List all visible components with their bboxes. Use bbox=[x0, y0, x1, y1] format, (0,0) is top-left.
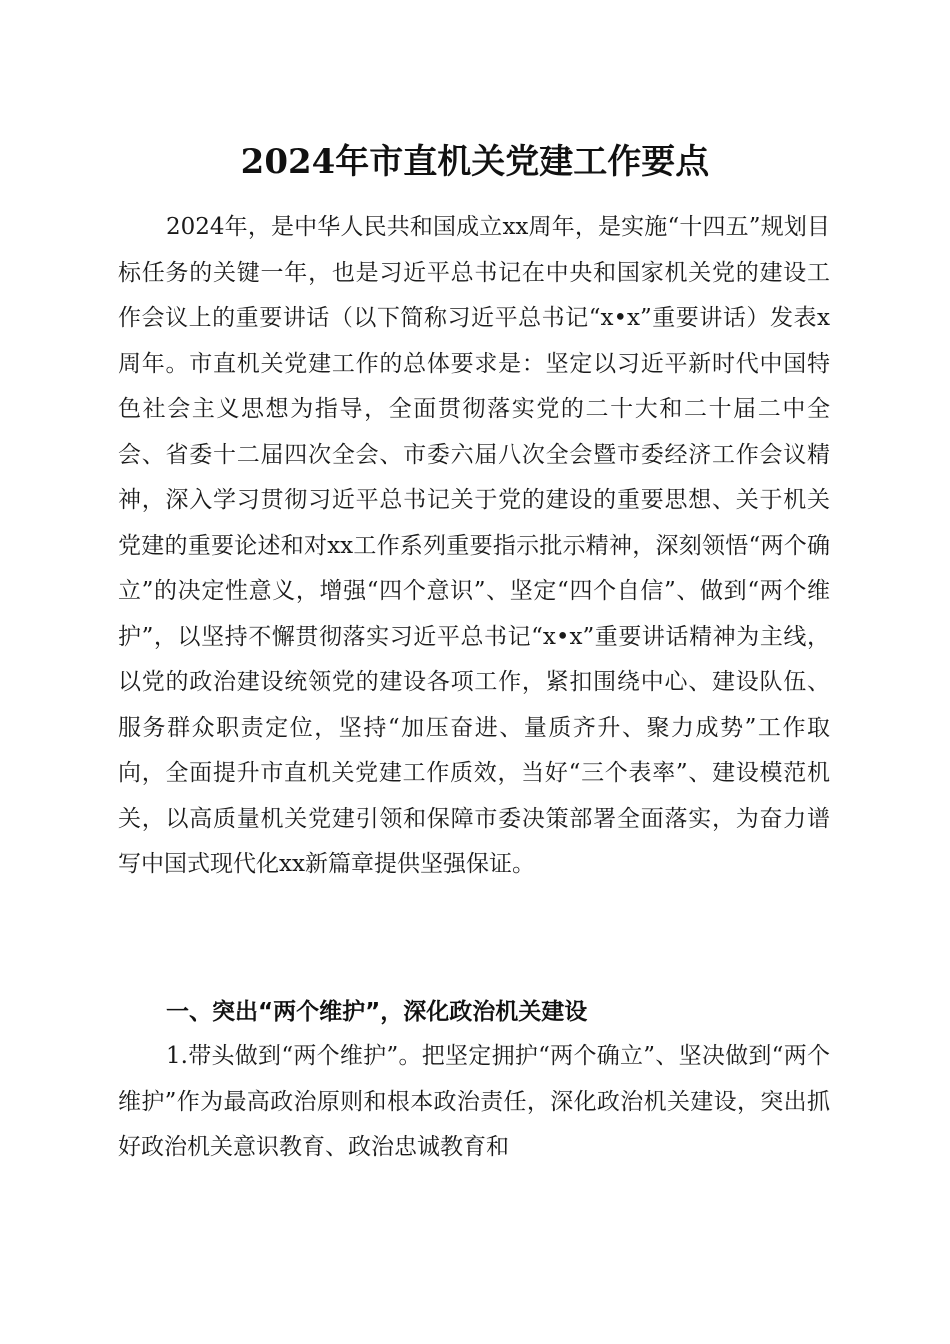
document-title: 2024年市直机关党建工作要点 bbox=[240, 142, 710, 182]
section-heading-1: 一、突出“两个维护”，深化政治机关建设 bbox=[166, 999, 588, 1025]
intro-paragraph: 2024年，是中华人民共和国成立xx周年，是实施“十四五”规划目标任务的关键一年，也是习近平总书记在中央和国家机关党的建设工作会议上的重要讲话（以下简称习近平总书记“x•x”重要讲话）发表x周年。市直机关党建工作的总体要求是：坚定以习近平新时代中国特色社会主义思想为指导，全面贯彻落实党的二十大和二十届二中全会、省委十二届四次全会、市委六届八次全会暨市委经济工作会议精神，深入学习贯彻习近平总书记关于党的建设的重要思想、关于机关党建的重要论述和对xx工作系列重要指示批示精神，深刻领悟“两个确立”的决定性意义，增强“四个意识”、坚定“四个自信”、做到“两个维护”，以坚持不懈贯彻落实习近平总书记“x•x”重要讲话精神为主线，以党的政治建设统领党的建设各项工作，紧扣围绕中心、建设队伍、服务群众职责定位，坚持“加压奋进、量质齐升、聚力成势”工作取向，全面提升市直机关党建工作质效，当好“三个表率”、建设模范机关，以高质量机关党建引领和保障市委决策部署全面落实，为奋力谱写中国式现代化xx新篇章提供坚强保证。 bbox=[118, 214, 830, 877]
item-paragraph-1: 1.带头做到“两个维护”。把坚定拥护“两个确立”、坚决做到“两个维护”作为最高政治原则和根本政治责任，深化政治机关建设，突出抓好政治机关意识教育、政治忠诚教育和 bbox=[118, 1043, 830, 1160]
